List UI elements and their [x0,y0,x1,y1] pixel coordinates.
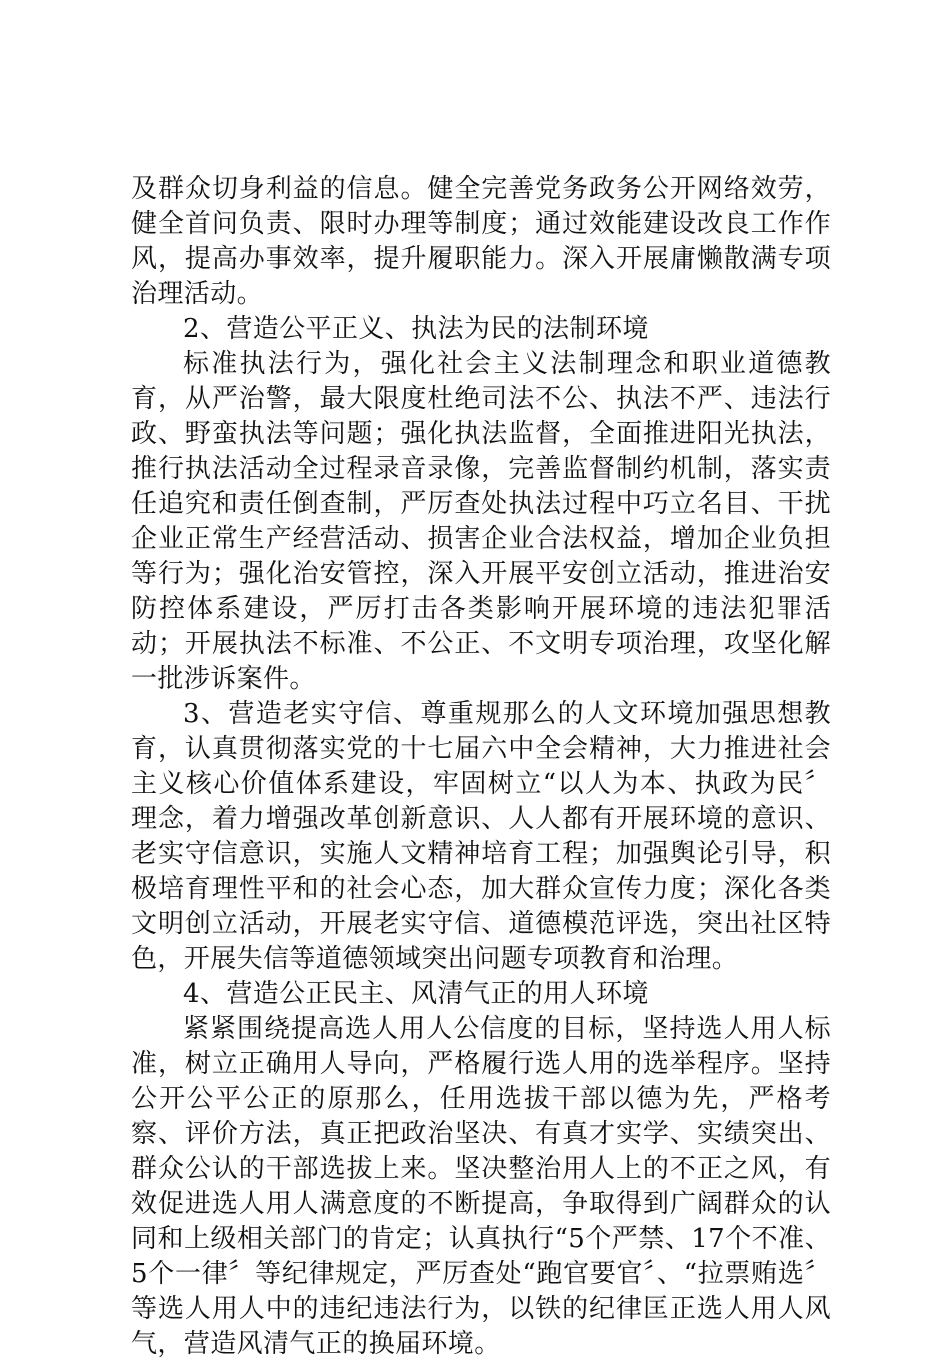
paragraph-law-enforcement: 标准执法行为，强化社会主义法制理念和职业道德教育，从严治警，最大限度杜绝司法不公、执法不严、违法行政、野蛮执法等问题；强化执法监督，全面推进阳光执法，推行执法活动全过程录音录像，完善监督制约机制，落实责任追究和责任倒查制，严厉查处执法过程中巧立名目、干扰企业正常生产经营活动、损害企业合法权益，增加企业负担等行为；强化治安管控，深入开展平安创立活动，推进治安防控体系建设，严厉打击各类影响开展环境的违法犯罪活动；开展执法不标准、不公正、不文明专项治理，攻坚化解一批涉诉案件。 [131,349,831,694]
document-body [131,172,831,1362]
section-heading-4: 4、营造公正民主、风清气正的用人环境 [183,979,649,1009]
paragraph-humanistic-environment: 3、营造老实守信、尊重规那么的人文环境加强思想教育，认真贯彻落实党的十七届六中全会精神，大力推进社会主义核心价值体系建设，牢固树立“以人为本、执政为民〞理念，着力增强改革创新意识、人人都有开展环境的意识、老实守信意识，实施人文精神培育工程；加强舆论引导，积极培育理性平和的社会心态，加大群众宣传力度；深化各类文明创立活动，开展老实守信、道德模范评选，突出社区特色，开展失信等道德领域突出问题专项教育和治理。 [131,699,831,974]
paragraph-employment-environment: 紧紧围绕提高选人用人公信度的目标，坚持选人用人标准，树立正确用人导向，严格履行选人用的选举程序。坚持公开公平公正的原那么，任用选拔干部以德为先，严格考察、评价方法，真正把政治坚决、有真才实学、实绩突出、群众公认的干部选拔上来。坚决整治用人上的不正之风，有效促进选人用人满意度的不断提高，争取得到广阔群众的认同和上级相关部门的肯定；认真执行“5个严禁、17个不准、5个一律〞等纪律规定，严厉查处“跑官要官〞、“拉票贿选〞等选人用人中的违纪违法行为，以铁的纪律匡正选人用人风气，营造风清气正的换届环境。 [131,1014,831,1359]
paragraph-continuation: 及群众切身利益的信息。健全完善党务政务公开网络效劳，健全首问负责、限时办理等制度；通过效能建设改良工作作风，提高办事效率，提升履职能力。深入开展庸懒散满专项治理活动。 [131,174,831,309]
section-heading-2: 2、营造公平正义、执法为民的法制环境 [183,314,649,344]
